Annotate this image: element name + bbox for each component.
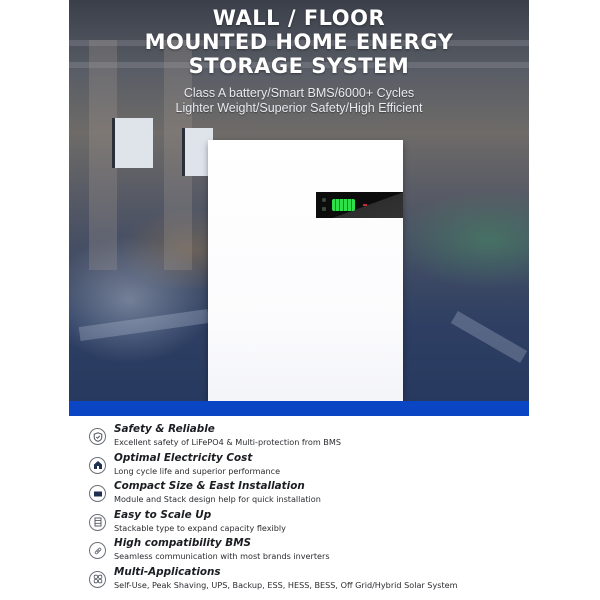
- battery-level-icon: [332, 199, 355, 211]
- battery-display-panel: [316, 192, 403, 218]
- grid-apps-icon: [89, 571, 106, 588]
- feature-description: Self-Use, Peak Shaving, UPS, Backup, ESS, HESS, BESS, Off Grid/Hybrid Solar System: [114, 579, 458, 590]
- background-wall-battery: [115, 118, 153, 168]
- alert-led-icon: [363, 204, 367, 206]
- feature-title: Safety & Reliable: [114, 423, 215, 435]
- feature-item-installation: [88, 479, 528, 508]
- accent-band: [69, 401, 529, 416]
- feature-item-safety: [88, 422, 528, 451]
- feature-title: Multi-Applications: [114, 565, 221, 578]
- power-led-icon: [322, 198, 326, 202]
- feature-description: Long cycle life and superior performance: [114, 465, 281, 476]
- feature-description: Seamless communication with most brands inverters: [114, 551, 330, 562]
- feature-item-bms: [88, 536, 528, 565]
- feature-item-applications: [88, 565, 528, 594]
- feature-title: Optimal Electricity Cost: [114, 451, 253, 464]
- feature-item-cost: [88, 451, 528, 480]
- battery-product-image: [208, 140, 403, 406]
- title-line: STORAGE SYSTEM: [188, 54, 410, 78]
- feature-item-scale: [88, 508, 528, 537]
- feature-description: Stackable type to expand capacity flexibly: [114, 522, 286, 533]
- feature-list: [88, 422, 528, 594]
- feature-title: Easy to Scale Up: [114, 508, 212, 521]
- feature-description: Excellent safety of LiFePO4 & Multi-protection from BMS: [114, 437, 341, 447]
- title-line: MOUNTED HOME ENERGY: [144, 30, 454, 54]
- feature-description: Module and Stack design help for quick installation: [114, 494, 321, 505]
- house-icon: [89, 457, 106, 474]
- subtitle-line: Lighter Weight/Superior Safety/High Efficient: [175, 101, 423, 115]
- hero-banner: [69, 0, 529, 416]
- feature-title: High compatibility BMS: [114, 537, 252, 550]
- feature-title: Compact Size & East Installation: [114, 480, 305, 493]
- subtitle-line: Class A battery/Smart BMS/6000+ Cycles: [183, 86, 415, 100]
- link-icon: [89, 542, 106, 559]
- page-title: [69, 6, 529, 78]
- status-led-icon: [322, 207, 326, 211]
- stack-icon: [89, 514, 106, 531]
- floor-reflection: [79, 309, 210, 341]
- floor-reflection: [451, 311, 527, 363]
- module-icon: [89, 485, 106, 502]
- shield-check-icon: [89, 428, 106, 445]
- subtitle: [69, 86, 529, 116]
- title-line: WALL / FLOOR: [212, 6, 386, 30]
